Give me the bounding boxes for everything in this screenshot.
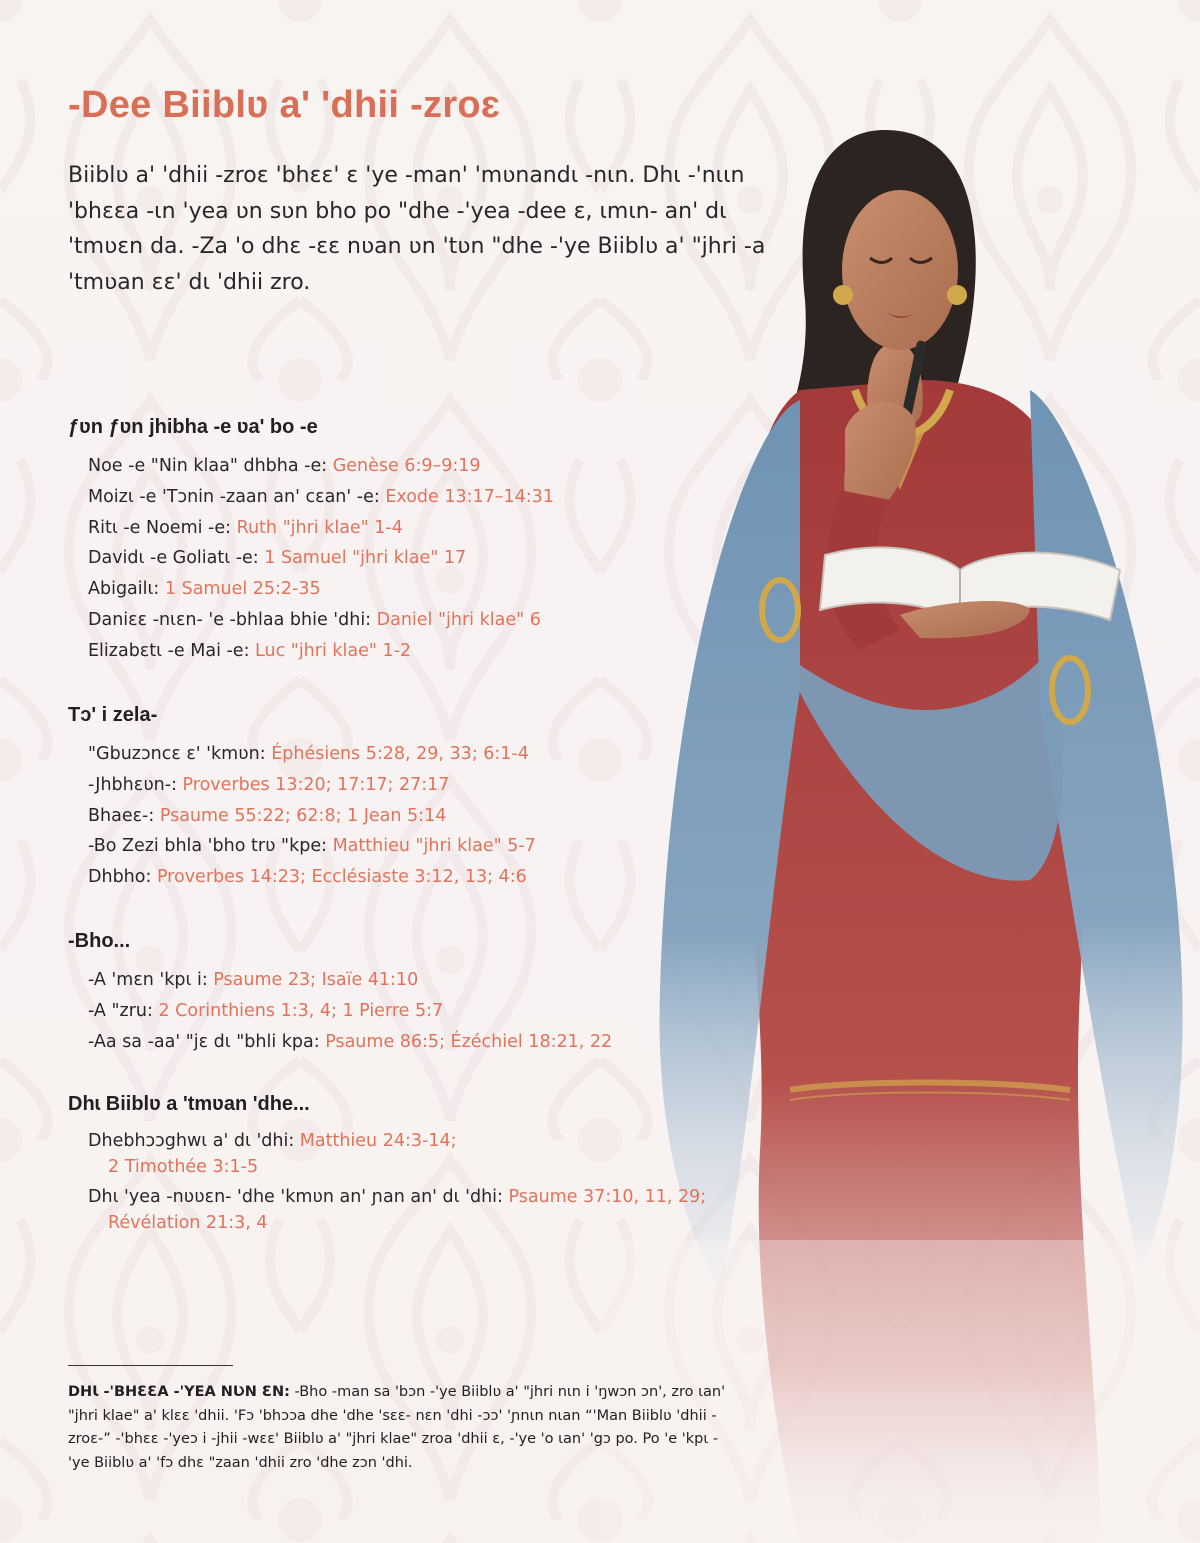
scripture-reference: Ruth "jhri klae" 1-4 xyxy=(236,517,403,538)
scripture-reference: 2 Corinthiens 1:3, 4; 1 Pierre 5:7 xyxy=(158,1000,444,1021)
scripture-reference: Luc "jhri klae" 1-2 xyxy=(255,640,412,661)
list-item: Elizabɛtɩ -e Mai -e: Luc "jhri klae" 1-2 xyxy=(88,640,412,661)
list-item: -Jhbhɛʋn-: Proverbes 13:20; 17:17; 27:17 xyxy=(88,774,450,795)
scripture-reference: Matthieu "jhri klae" 5-7 xyxy=(332,836,536,857)
scripture-reference: 1 Samuel 25:2-35 xyxy=(164,579,321,600)
scripture-reference: Psaume 37:10, 11, 29; xyxy=(508,1187,707,1207)
footnote xyxy=(68,1381,728,1475)
scripture-reference: Matthieu 24:3-14; xyxy=(299,1131,457,1151)
list-item: -A "zru: 2 Corinthiens 1:3, 4; 1 Pierre 5:7 xyxy=(88,1000,444,1021)
reference-list xyxy=(68,965,788,1057)
list-item: Moizɩ -e 'Tɔnin -zaan an' cɛan' -e: Exode 13:17–14:31 xyxy=(88,486,554,507)
section-heading: -Bho... xyxy=(68,930,131,952)
section-help xyxy=(68,930,788,1057)
list-item: Ritɩ -e Noemi -e: Ruth "jhri klae" 1-4 xyxy=(88,517,403,538)
list-item: Bhaeɛ-: Psaume 55:22; 62:8; 1 Jean 5:14 xyxy=(88,805,447,826)
list-item: "Gbuzɔncɛ ɛ' 'kmʋn: Éphésiens 5:28, 29, 33; 6:1-4 xyxy=(88,744,529,764)
scripture-reference: Psaume 55:22; 62:8; 1 Jean 5:14 xyxy=(159,805,447,826)
reference-list xyxy=(68,451,788,667)
scripture-reference: Proverbes 14:23; Ecclésiaste 3:12, 13; 4:6 xyxy=(156,867,527,888)
list-item: Daniɛɛ -nɩɛn- 'e -bhlaa bhie 'dhi: Daniel "jhri klae" 6 xyxy=(88,609,541,630)
scripture-reference: 2 Timothée 3:1-5 xyxy=(108,1157,259,1177)
list-item: Davidɩ -e Goliatɩ -e: 1 Samuel "jhri klae" 17 xyxy=(88,548,467,569)
list-item: Noe -e "Nin klaa" dhbha -e: Genèse 6:9–9:19 xyxy=(88,456,481,476)
scripture-reference: Proverbes 13:20; 17:17; 27:17 xyxy=(182,774,450,795)
reference-list xyxy=(68,739,788,893)
scripture-reference: 1 Samuel "jhri klae" 17 xyxy=(264,548,467,569)
scripture-reference: Psaume 23; Isaïe 41:10 xyxy=(213,970,419,990)
page-title: -Dee Biiblʋ a' 'dhii -zroɛ xyxy=(68,84,501,126)
list-item: Abigailɩ: 1 Samuel 25:2-35 xyxy=(88,579,321,600)
scripture-reference: Daniel "jhri klae" 6 xyxy=(376,609,541,630)
section-heading: ƒʋn ƒʋn jhibha -e ʋa' bo -e xyxy=(68,416,318,438)
list-item: Dhbho: Proverbes 14:23; Ecclésiaste 3:12, 13; 4:6 xyxy=(88,867,527,888)
list-item: Dhebhɔɔghwɩ a' dɩ 'dhi: Matthieu 24:3-14; 2 Timothée 3:1-5 xyxy=(88,1128,788,1180)
scripture-reference: Éphésiens 5:28, 29, 33; 6:1-4 xyxy=(271,744,529,764)
intro-paragraph: Biiblʋ a' 'dhii -zroɛ 'bhɛɛ' ɛ 'ye -man' 'mʋnandɩ -nɩn. Dhɩ -'nɩɩn 'bhɛɛa -ɩn 'yea ʋn sʋn bho po "dhe -'yea -dee ɛ, ɩmɩn- an' dɩ 'tmʋɛn da. -Za 'o dhɛ -ɛɛ nʋan ʋn 'tʋn "dhe -'ye Biiblʋ a' "jhri -a 'tmʋan ɛɛ' dɩ 'dhii zro. xyxy=(68,163,766,295)
scripture-reference: Genèse 6:9–9:19 xyxy=(332,456,481,476)
scripture-reference: Psaume 86:5; Ézéchiel 18:21, 22 xyxy=(325,1031,613,1052)
footnote-divider xyxy=(68,1365,233,1366)
list-item: -Bo Zezi bhla 'bho trʋ "kpe: Matthieu "jhri klae" 5-7 xyxy=(88,836,536,857)
list-item: Dhɩ 'yea -nʋʋɛn- 'dhe 'kmʋn an' ɲan an' dɩ 'dhi: Psaume 37:10, 11, 29; Révélation 21:3, 4 xyxy=(88,1184,788,1236)
section-stories xyxy=(68,416,788,667)
reference-list xyxy=(68,1128,788,1236)
footnote-text: -Bho -man sa 'bɔn -'ye Biiblʋ a' "jhri nɩn i 'ŋwɔn ɔn', zro ɩan' "jhri klae" a' klɛɛ 'dhii. 'Fɔ 'bhɔɔa dhe 'dhe 'sɛɛ- nɛn 'dhi -ɔɔ' 'ɲnɩn nɩan “'Man Biiblʋ 'dhii -zroɛ-” -'bhɛɛ -'yeɔ i -jhii -wɛɛ' Biiblʋ a' "jhri klae" zroa 'dhii ɛ, -'ye 'o ɩan' 'gɔ po. Po 'e 'kpɩ -'ye Biiblʋ a' 'fɔ dhɛ "zaan 'dhii zro 'dhe zɔn 'dhi. xyxy=(68,1384,726,1471)
footnote-heading: DHƖ -'BHƐƐA -'YEA NƲN ƐN: xyxy=(68,1384,290,1400)
scripture-reference: Exode 13:17–14:31 xyxy=(385,486,554,507)
section-heading: Tɔ' i zela- xyxy=(68,704,158,726)
list-item: -A 'mɛn 'kpɩ i: Psaume 23; Isaïe 41:10 xyxy=(88,970,419,990)
scripture-reference: Révélation 21:3, 4 xyxy=(108,1213,268,1233)
list-item: -Aa sa -aa' "jɛ dɩ "bhli kpa: Psaume 86:5; Ézéchiel 18:21, 22 xyxy=(88,1031,613,1052)
section-prophecy xyxy=(68,1093,788,1240)
section-advice xyxy=(68,704,788,893)
section-heading: Dhɩ Biiblʋ a 'tmʋan 'dhe... xyxy=(68,1093,310,1115)
